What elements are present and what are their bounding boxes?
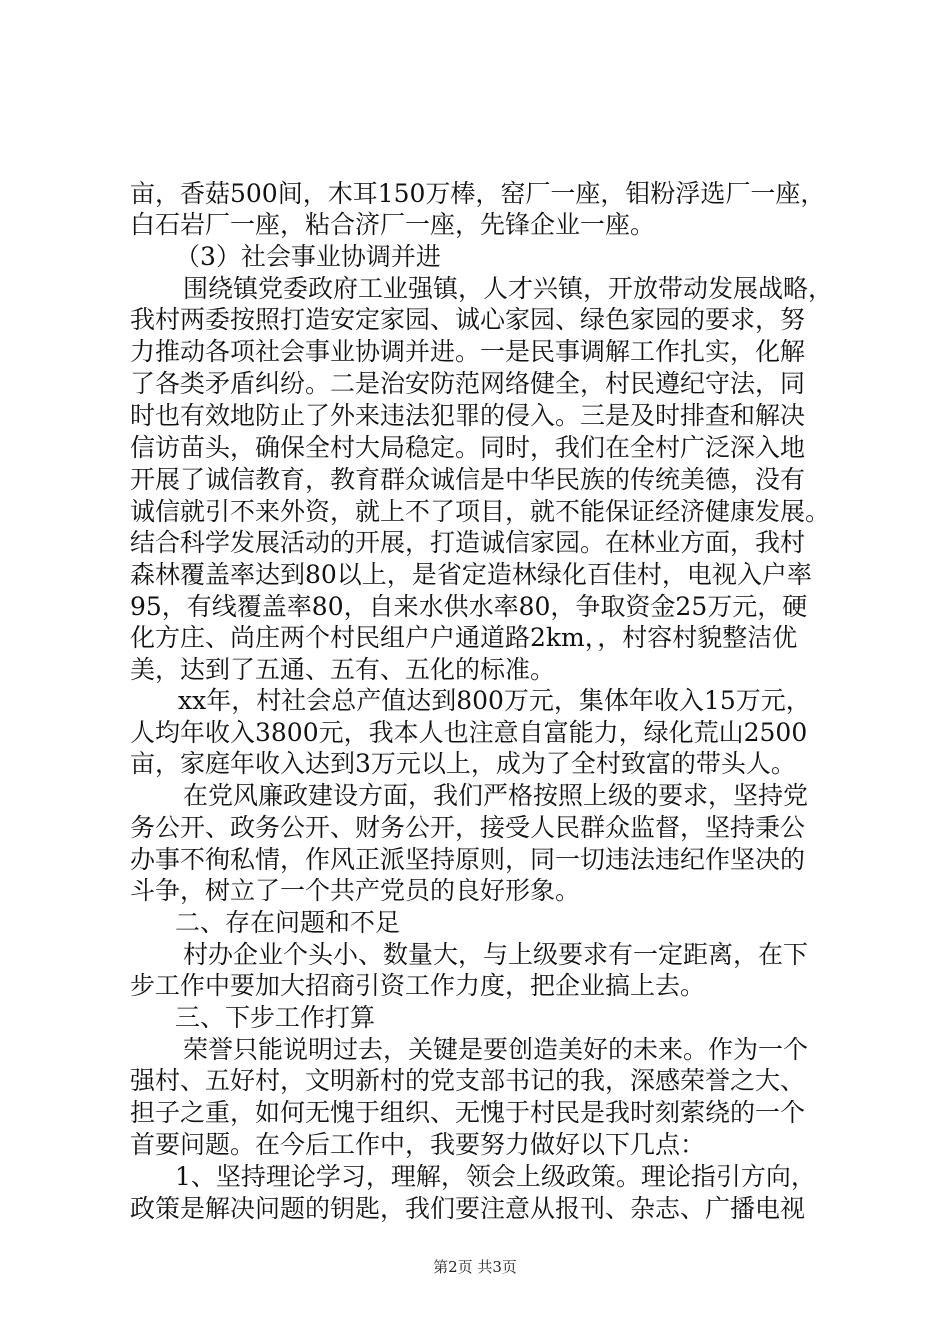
text-line: 担子之重，如何无愧于组织、无愧于村民是我时刻萦绕的一个 [130,1098,806,1127]
text-line: 了各类矛盾纠纷。二是治安防范网络健全，村民遵纪守法，同 [130,369,806,398]
text-line: 白石岩厂一座，粘合济厂一座，先锋企业一座。 [130,210,656,239]
text-line: 办事不徇私情，作风正派坚持原则，同一切违法违纪作坚决的 [130,845,806,874]
text-line: 亩，家庭年收入达到3万元以上，成为了全村致富的带头人。 [130,749,796,778]
text-line: 1、坚持理论学习，理解，领会上级政策。理论指引方向， [175,1162,816,1191]
text-line: 开展了诚信教育，教育群众诚信是中华民族的传统美德，没有 [130,465,806,494]
text-line: 化方庄、尚庄两个村民组户户通道路2km，，村容村貌整洁优 [130,623,798,652]
text-line: 我村两委按照打造安定家园、诚心家园、绿色家园的要求，努 [130,305,806,334]
text-line: 时也有效地防止了外来违法犯罪的侵入。三是及时排查和解决 [130,401,806,430]
section-heading: 三、下步工作打算 [175,1003,376,1032]
section-heading: 二、存在问题和不足 [175,908,401,937]
text-line: 诚信就引不来外资，就上不了项目，就不能保证经济健康发展。 [130,497,831,526]
section-heading: （3）社会事业协调并进 [175,242,441,271]
text-line: xx年，村社会总产值达到800万元，集体年收入15万元， [178,686,811,715]
text-line: 力推动各项社会事业协调并进。一是民事调解工作扎实，化解 [130,337,806,366]
text-line: 在党风廉政建设方面，我们严格按照上级的要求，坚持党 [183,781,809,810]
text-line: 荣誉只能说明过去，关键是要创造美好的未来。作为一个 [183,1035,809,1064]
text-line: 森林覆盖率达到80以上，是省定造林绿化百佳村，电视入户率 [130,560,812,589]
text-line: 首要问题。在今后工作中，我要努力做好以下几点： [130,1130,706,1159]
text-line: 务公开、政务公开、财务公开，接受人民群众监督，坚持秉公 [130,813,806,842]
text-line: 美，达到了五通、五有、五化的标准。 [130,655,556,684]
page-number-footer: 第2页 共3页 [433,1258,517,1276]
text-line: 步工作中要加大招商引资工作力度，把企业搞上去。 [130,971,706,1000]
text-line: 村办企业个头小、数量大，与上级要求有一定距离，在下 [183,940,809,969]
text-line: 人均年收入3800元，我本人也注意自富能力，绿化荒山2500 [130,718,808,747]
text-line: 政策是解决问题的钥匙，我们要注意从报刊、杂志、广播电视 [130,1194,806,1223]
text-line: 结合科学发展活动的开展，打造诚信家园。在林业方面，我村 [130,528,806,557]
text-line: 信访苗头，确保全村大局稳定。同时，我们在全村广泛深入地 [130,433,806,462]
text-line: 围绕镇党委政府工业强镇，人才兴镇，开放带动发展战略， [183,274,834,303]
text-line: 亩，香菇500间，木耳150万棒，窑厂一座，钼粉浮选厂一座， [130,179,826,208]
text-line: 斗争，树立了一个共产党员的良好形象。 [130,876,581,905]
text-line: 95，有线覆盖率80，自来水供水率80，争取资金25万元，硬 [130,592,808,621]
text-line: 强村、五好村，文明新村的党支部书记的我，深感荣誉之大、 [130,1066,806,1095]
